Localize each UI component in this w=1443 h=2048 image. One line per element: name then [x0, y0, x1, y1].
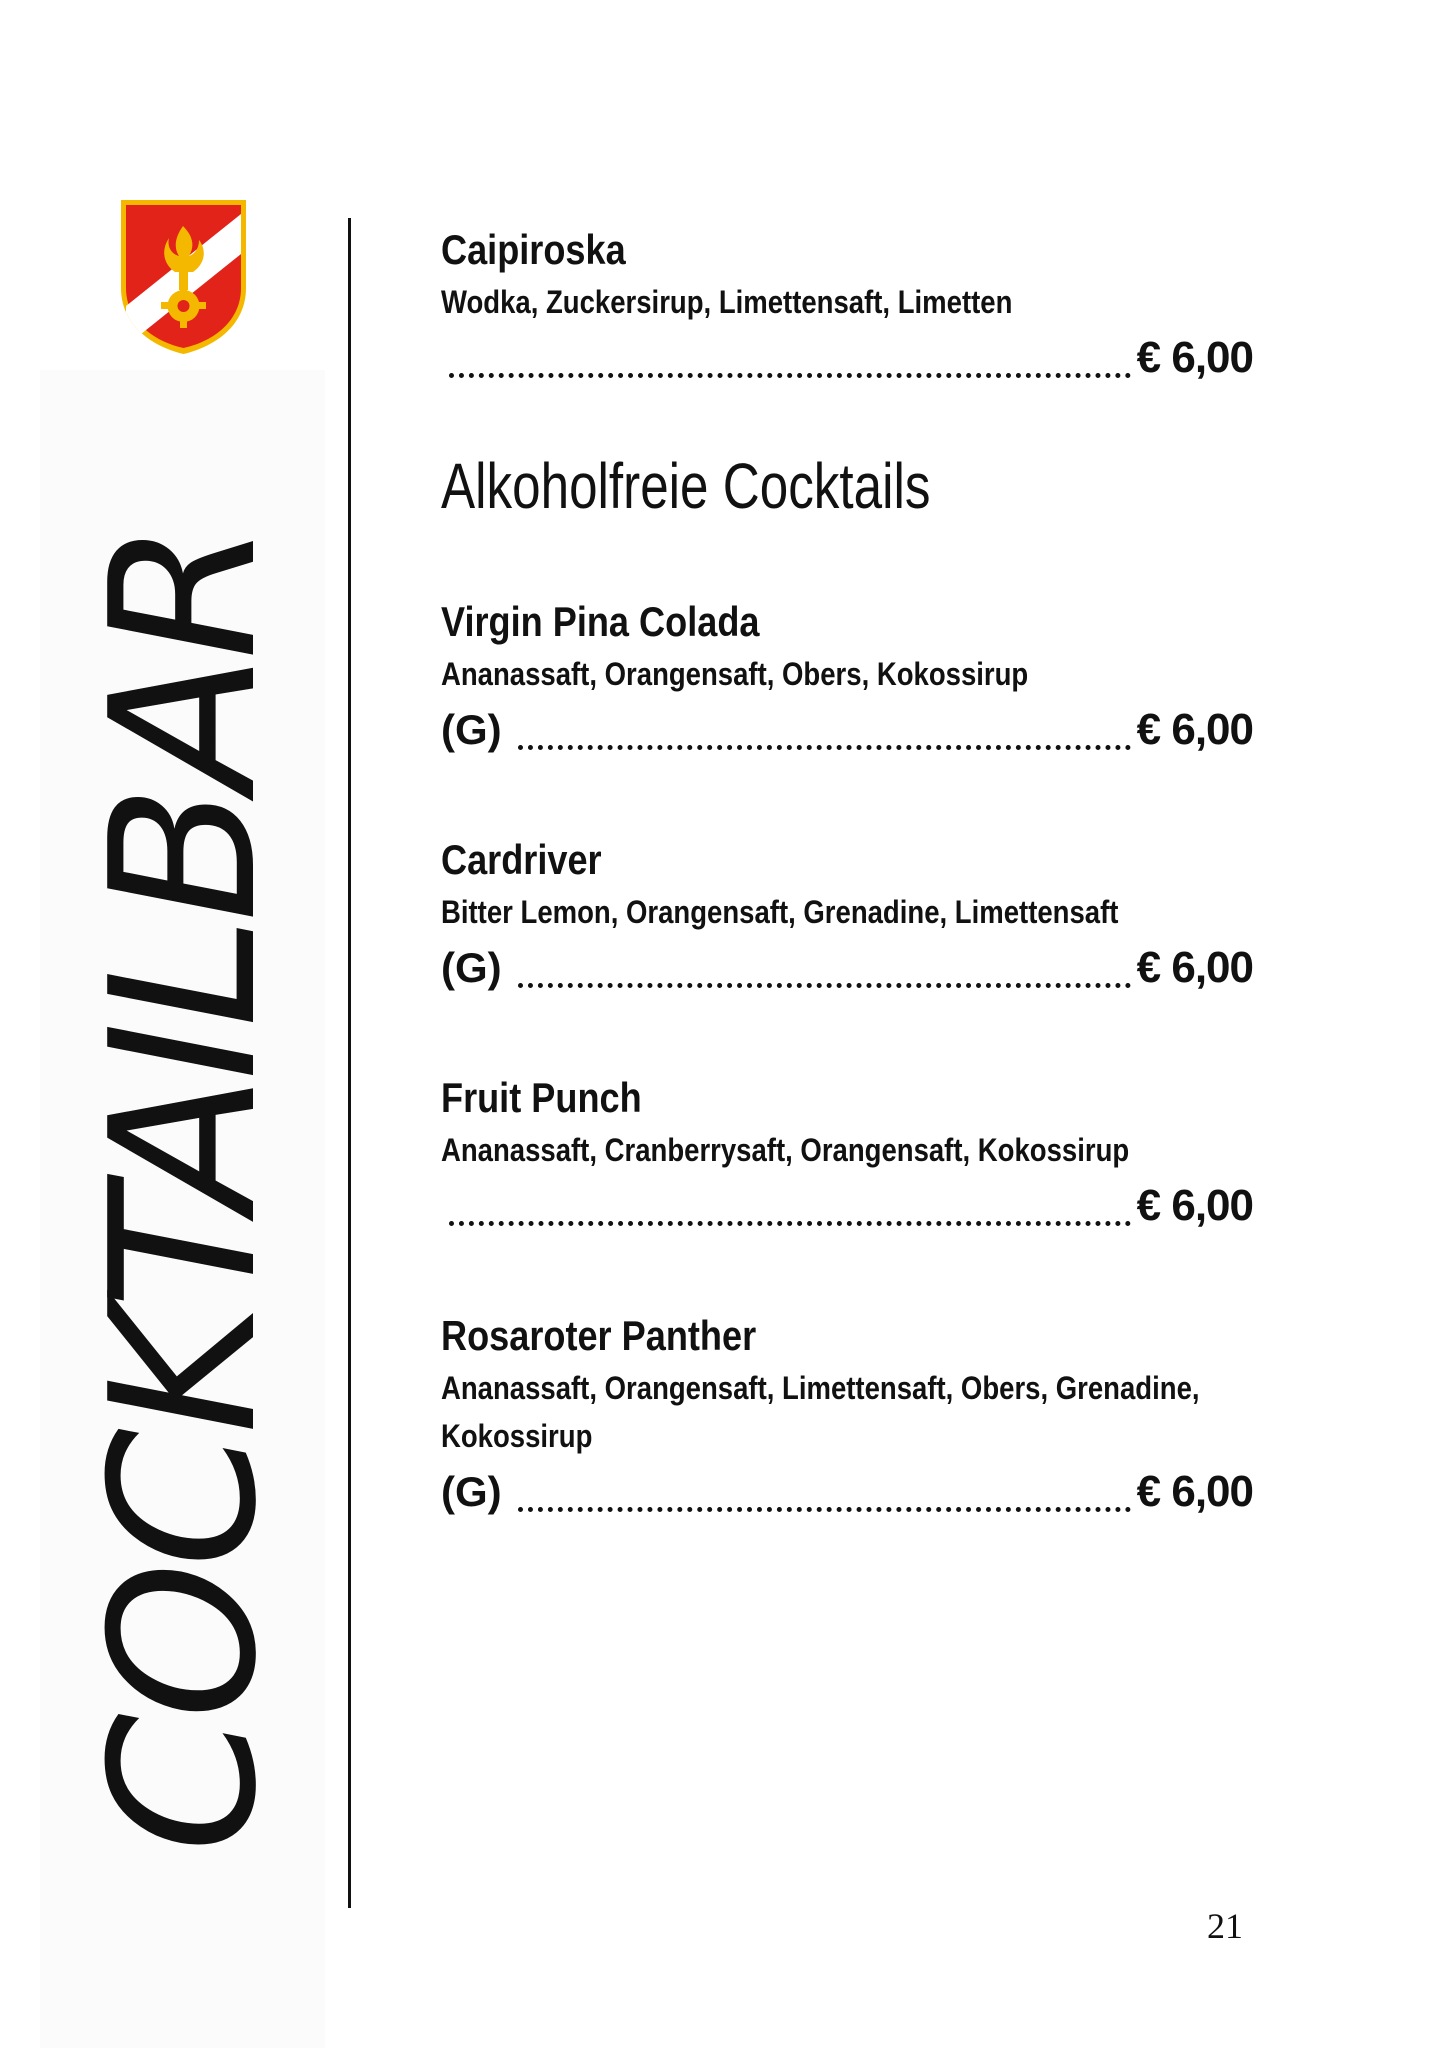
fire-brigade-crest-icon: [117, 196, 250, 358]
item-description: Wodka, Zuckersirup, Limettensaft, Limetten: [441, 284, 1013, 320]
menu-item-rosaroter-panther: [441, 1308, 1253, 1522]
dot-leader: [518, 1503, 1131, 1512]
item-description: Ananassaft, Orangensaft, Limettensaft, Obers, Grenadine, Kokossirup: [441, 1370, 1200, 1454]
item-name: Cardriver: [441, 836, 602, 883]
item-name: Virgin Pina Colada: [441, 598, 760, 645]
item-description: Ananassaft, Orangensaft, Obers, Kokossirup: [441, 656, 1029, 692]
allergen-note: (G): [441, 706, 502, 753]
item-description: Bitter Lemon, Orangensaft, Grenadine, Limettensaft: [441, 894, 1119, 930]
menu-item-cardriver: [441, 832, 1253, 998]
price-row: [441, 328, 1253, 388]
menu-item-fruit-punch: [441, 1070, 1253, 1236]
price-row: [441, 700, 1253, 760]
item-description: Ananassaft, Cranberrysaft, Orangensaft, Kokossirup: [441, 1132, 1130, 1168]
dot-leader: [518, 741, 1131, 750]
page-number: 21: [1207, 1906, 1243, 1946]
item-price: € 6,00: [1136, 943, 1253, 992]
item-price: € 6,00: [1136, 1181, 1253, 1230]
item-name: Caipiroska: [441, 226, 626, 273]
item-name: Rosaroter Panther: [441, 1312, 757, 1359]
price-row: [441, 1462, 1253, 1522]
price-row: [441, 1176, 1253, 1236]
allergen-note: (G): [441, 944, 502, 991]
dot-leader: [449, 369, 1131, 378]
menu-content: [441, 222, 1253, 1522]
menu-item-caipiroska: [441, 222, 1253, 388]
item-name: Fruit Punch: [441, 1074, 642, 1121]
dot-leader: [518, 979, 1131, 988]
item-price: € 6,00: [1136, 705, 1253, 754]
price-row: [441, 938, 1253, 998]
allergen-note: (G): [441, 1468, 502, 1515]
menu-item-virgin-pina-colada: [441, 594, 1253, 760]
section-heading: Alkoholfreie Cocktails: [441, 450, 931, 522]
item-price: € 6,00: [1136, 333, 1253, 382]
vertical-title: COCKTAILBAR: [68, 527, 301, 1853]
item-price: € 6,00: [1136, 1467, 1253, 1516]
dot-leader: [449, 1217, 1131, 1226]
vertical-divider: [348, 218, 351, 1908]
